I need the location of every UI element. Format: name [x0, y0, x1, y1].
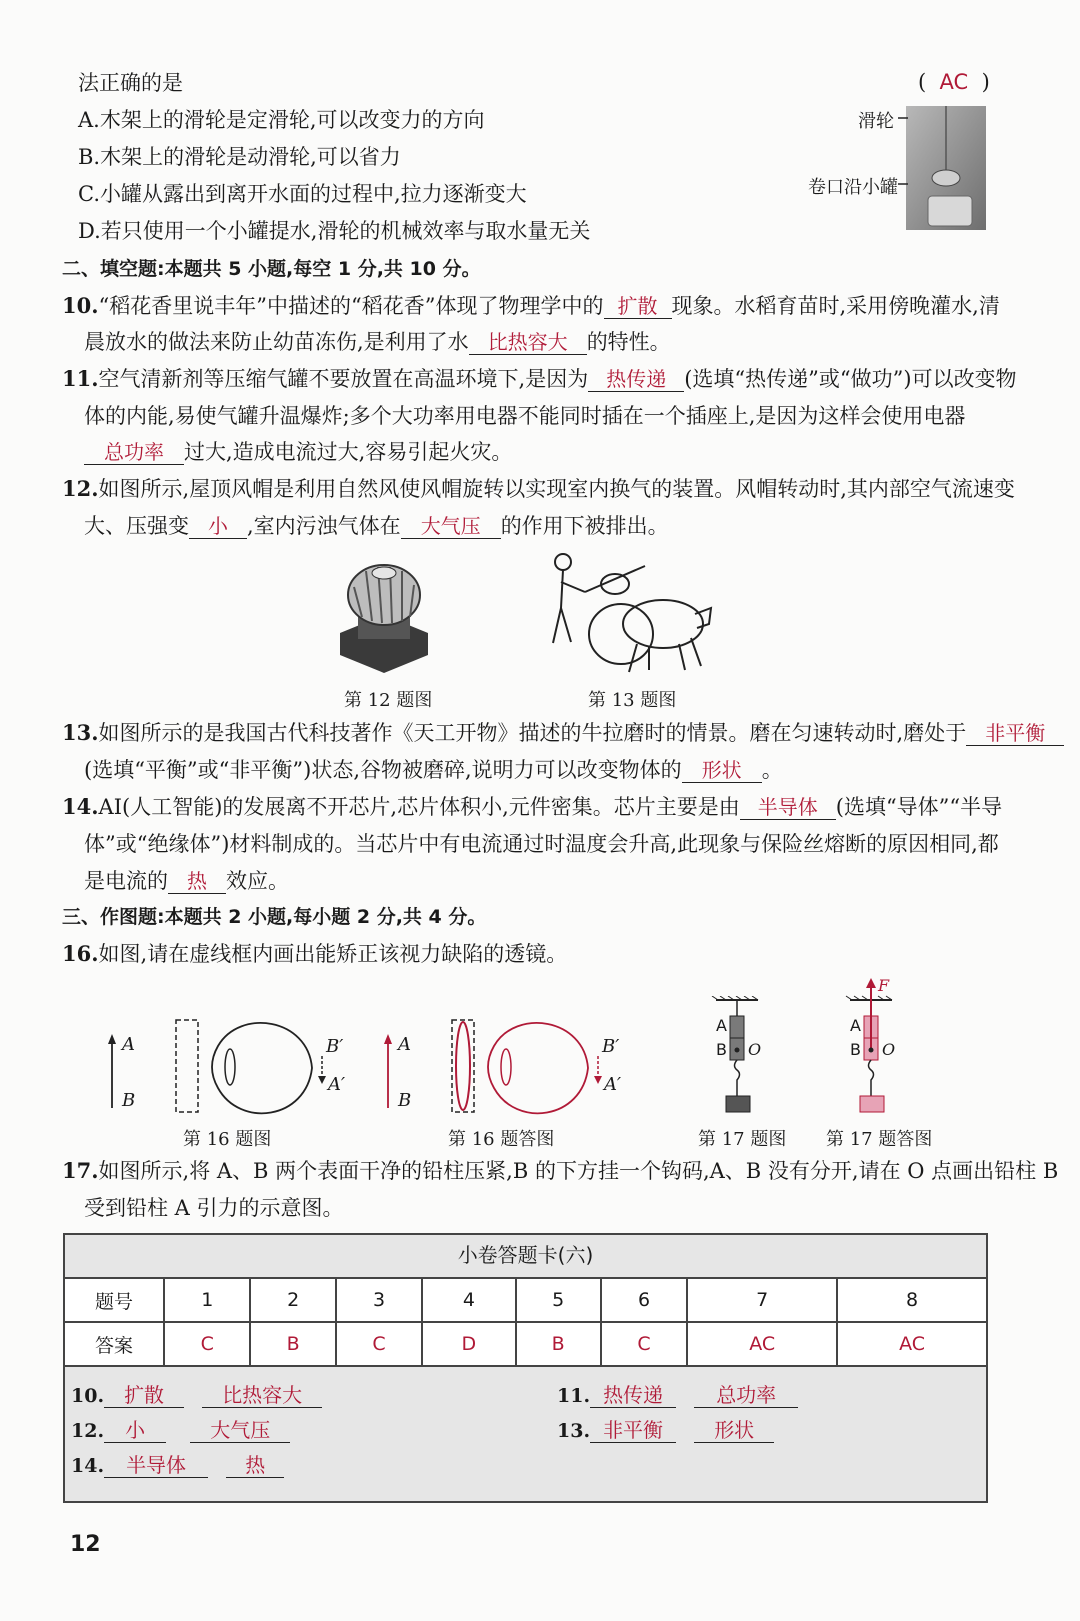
answer-cell: C	[601, 1322, 687, 1366]
q14-text-5: 效应。	[226, 869, 289, 893]
card-fill-12	[71, 1418, 290, 1443]
q12-text-4: 的作用下被排出。	[500, 514, 669, 538]
answer-table-answer-row	[64, 1322, 987, 1366]
q9-answer: AC	[939, 70, 969, 94]
card-fill-11	[557, 1383, 798, 1408]
q12-number: 12.	[62, 476, 99, 501]
fig17a-label-b: B	[850, 1040, 861, 1059]
q12-text-1: 如图所示,屋顶风帽是利用自然风使风帽旋转以实现室内换气的装置。风帽转动时,其内部空气流速变	[98, 477, 1015, 501]
q9-option-d: D.若只使用一个小罐提水,滑轮的机械效率与取水量无关	[78, 219, 591, 243]
fig17-lead-cylinders	[706, 996, 786, 1120]
answer-cell: C	[336, 1322, 422, 1366]
fig16a-label-a-prime: A′	[604, 1074, 622, 1095]
fig17-answer-caption: 第 17 题答图	[826, 1129, 933, 1150]
q10-number: 10.	[62, 293, 99, 318]
header-cell: 4	[422, 1278, 515, 1322]
card-fill-answer: 半导体	[104, 1453, 208, 1478]
jar-label: 卷口沿小罐	[808, 177, 898, 198]
q9-option-b: B.木架上的滑轮是动滑轮,可以省力	[78, 145, 401, 169]
fig16a-label-a: A	[398, 1034, 411, 1055]
q13-answer-2: 形状	[682, 758, 762, 783]
q14-answer-1: 半导体	[740, 795, 836, 820]
q11-text-1: 空气清新剂等压缩气罐不要放置在高温环境下,是因为	[98, 367, 589, 391]
fig16-eye-diagram	[100, 1012, 360, 1122]
q10-answer-1: 扩散	[604, 294, 672, 319]
answer-table	[63, 1277, 988, 1367]
q11-text-2: (选填“热传递”或“做功”)可以改变物	[684, 367, 1017, 391]
card-fill-answer: 扩散	[104, 1383, 184, 1408]
card-fill-number: 14.	[71, 1455, 105, 1477]
q10-text-1: “稻花香里说丰年”中描述的“稻花香”体现了物理学中的	[98, 294, 604, 318]
fig16-label-b: B	[122, 1090, 136, 1111]
card-fill-answer: 热	[226, 1453, 284, 1478]
answer-cell: AC	[687, 1322, 837, 1366]
card-fill-answer: 形状	[694, 1418, 774, 1443]
answer-card-title: 小卷答题卡(六)	[457, 1243, 594, 1267]
header-cell: 6	[601, 1278, 687, 1322]
header-cell: 2	[250, 1278, 335, 1322]
q14-answer-2: 热	[168, 869, 226, 894]
q10-text-4: 的特性。	[586, 330, 671, 354]
header-cell: 1	[164, 1278, 250, 1322]
q9-stem-tail: 法正确的是	[78, 71, 183, 95]
q13-text-1: 如图所示的是我国古代科技著作《天工开物》描述的牛拉磨时的情景。磨在匀速转动时,磨处于	[98, 721, 967, 745]
q9-option-a: A.木架上的滑轮是定滑轮,可以改变力的方向	[78, 108, 485, 132]
fig12-caption: 第 12 题图	[344, 690, 433, 711]
answer-cell: C	[164, 1322, 250, 1366]
fig17a-label-f: F	[878, 976, 890, 995]
q16-text: 如图,请在虚线框内画出能矫正该视力缺陷的透镜。	[98, 942, 568, 966]
fig17-answer-diagram	[840, 976, 920, 1120]
q13-text-3: 。	[761, 758, 783, 782]
q9-answer-bracket: ( AC )	[918, 70, 990, 94]
card-fill-number: 13.	[557, 1420, 591, 1442]
header-cell: 7	[687, 1278, 837, 1322]
fig16a-label-b: B	[398, 1090, 412, 1111]
q9-option-c: C.小罐从露出到离开水面的过程中,拉力逐渐变大	[78, 182, 527, 206]
answer-cell: AC	[837, 1322, 987, 1366]
fig17a-label-o: O	[882, 1040, 896, 1059]
q14-text-4: 是电流的	[84, 869, 168, 893]
q17-number: 17.	[62, 1158, 99, 1183]
ox-mill-figure	[545, 548, 715, 678]
fig16a-label-b-prime: B′	[602, 1036, 620, 1057]
fig16-answer-caption: 第 16 题答图	[448, 1129, 555, 1150]
card-fill-answer: 总功率	[694, 1383, 798, 1408]
card-fill-answer: 比热容大	[202, 1383, 322, 1408]
card-fill-answer: 热传递	[590, 1383, 676, 1408]
q14-number: 14.	[62, 794, 99, 819]
header-cell: 8	[837, 1278, 987, 1322]
fig17-label-o: O	[748, 1040, 762, 1059]
card-fill-answer: 小	[104, 1418, 166, 1443]
header-cell: 5	[516, 1278, 601, 1322]
q12-text-3: ,室内污浊气体在	[247, 514, 401, 538]
answer-cell: B	[250, 1322, 335, 1366]
card-fill-answer: 大气压	[190, 1418, 290, 1443]
pulley-photo	[818, 100, 988, 232]
card-fill-answer: 非平衡	[590, 1418, 676, 1443]
section3-title: 三、作图题:本题共 2 小题,每小题 2 分,共 4 分。	[62, 906, 487, 928]
fig17a-label-a: A	[850, 1016, 861, 1035]
q10-text-2: 现象。水稻育苗时,采用傍晚灌水,清	[671, 294, 1000, 318]
fig17-label-b: B	[716, 1040, 727, 1059]
fig17-caption: 第 17 题图	[698, 1129, 787, 1150]
q11-number: 11.	[62, 366, 99, 391]
q17-text-1: 如图所示,将 A、B 两个表面干净的铅柱压紧,B 的下方挂一个钩码,A、B 没有分开,请在 O 点画出铅柱 B	[98, 1159, 1059, 1183]
q10-answer-2: 比热容大	[469, 330, 587, 355]
fig17-label-a: A	[716, 1016, 727, 1035]
q12-answer-2: 大气压	[401, 514, 501, 539]
fig13-caption: 第 13 题图	[588, 690, 677, 711]
q11-answer-2: 总功率	[84, 440, 184, 465]
section2-title: 二、填空题:本题共 5 小题,每空 1 分,共 10 分。	[62, 258, 481, 280]
q13-answer-1: 非平衡	[966, 721, 1064, 746]
answer-card	[63, 1233, 988, 1503]
answer-cell: D	[422, 1322, 515, 1366]
fig16-label-a: A	[122, 1034, 135, 1055]
fig16-label-b-prime: B′	[326, 1036, 344, 1057]
q13-text-2: (选填“平衡”或“非平衡”)状态,谷物被磨碎,说明力可以改变物体的	[84, 758, 682, 782]
fig16-caption: 第 16 题图	[183, 1129, 272, 1150]
roof-ventilator-figure	[332, 555, 436, 675]
pulley-label: 滑轮	[858, 111, 894, 132]
q11-answer-1: 热传递	[588, 367, 684, 392]
header-label: 题号	[64, 1278, 164, 1322]
q12-text-2: 大、压强变	[84, 514, 189, 538]
answer-label: 答案	[64, 1322, 164, 1366]
q17-text-2: 受到铅柱 A 引力的示意图。	[84, 1196, 344, 1220]
page-number: 12	[70, 1532, 101, 1557]
q14-text-3: 体”或“绝缘体”)材料制成的。当芯片中有电流通过时温度会升高,此现象与保险丝熔断的原因相同,都	[84, 832, 999, 856]
q11-text-3: 体的内能,易使气罐升温爆炸;多个大功率用电器不能同时插在一个插座上,是因为这样会使用电器	[84, 404, 966, 428]
fig16-answer-diagram	[376, 1012, 636, 1122]
q12-answer-1: 小	[189, 514, 247, 539]
card-fill-14	[71, 1453, 284, 1478]
fig16-label-a-prime: A′	[328, 1074, 346, 1095]
card-fill-13	[557, 1418, 774, 1443]
q16-number: 16.	[62, 941, 99, 966]
q14-text-2: (选填“导体”“半导	[835, 795, 1003, 819]
card-fill-number: 12.	[71, 1420, 105, 1442]
header-cell: 3	[336, 1278, 422, 1322]
answer-table-header-row	[64, 1278, 987, 1322]
card-fill-number: 10.	[71, 1385, 105, 1407]
q10-text-3: 晨放水的做法来防止幼苗冻伤,是利用了水	[84, 330, 469, 354]
q11-text-4: 过大,造成电流过大,容易引起火灾。	[184, 440, 513, 464]
card-fill-10	[71, 1383, 322, 1408]
card-fill-number: 11.	[557, 1385, 591, 1407]
q13-number: 13.	[62, 720, 99, 745]
q14-text-1: AI(人工智能)的发展离不开芯片,芯片体积小,元件密集。芯片主要是由	[98, 795, 740, 819]
answer-cell: B	[516, 1322, 601, 1366]
